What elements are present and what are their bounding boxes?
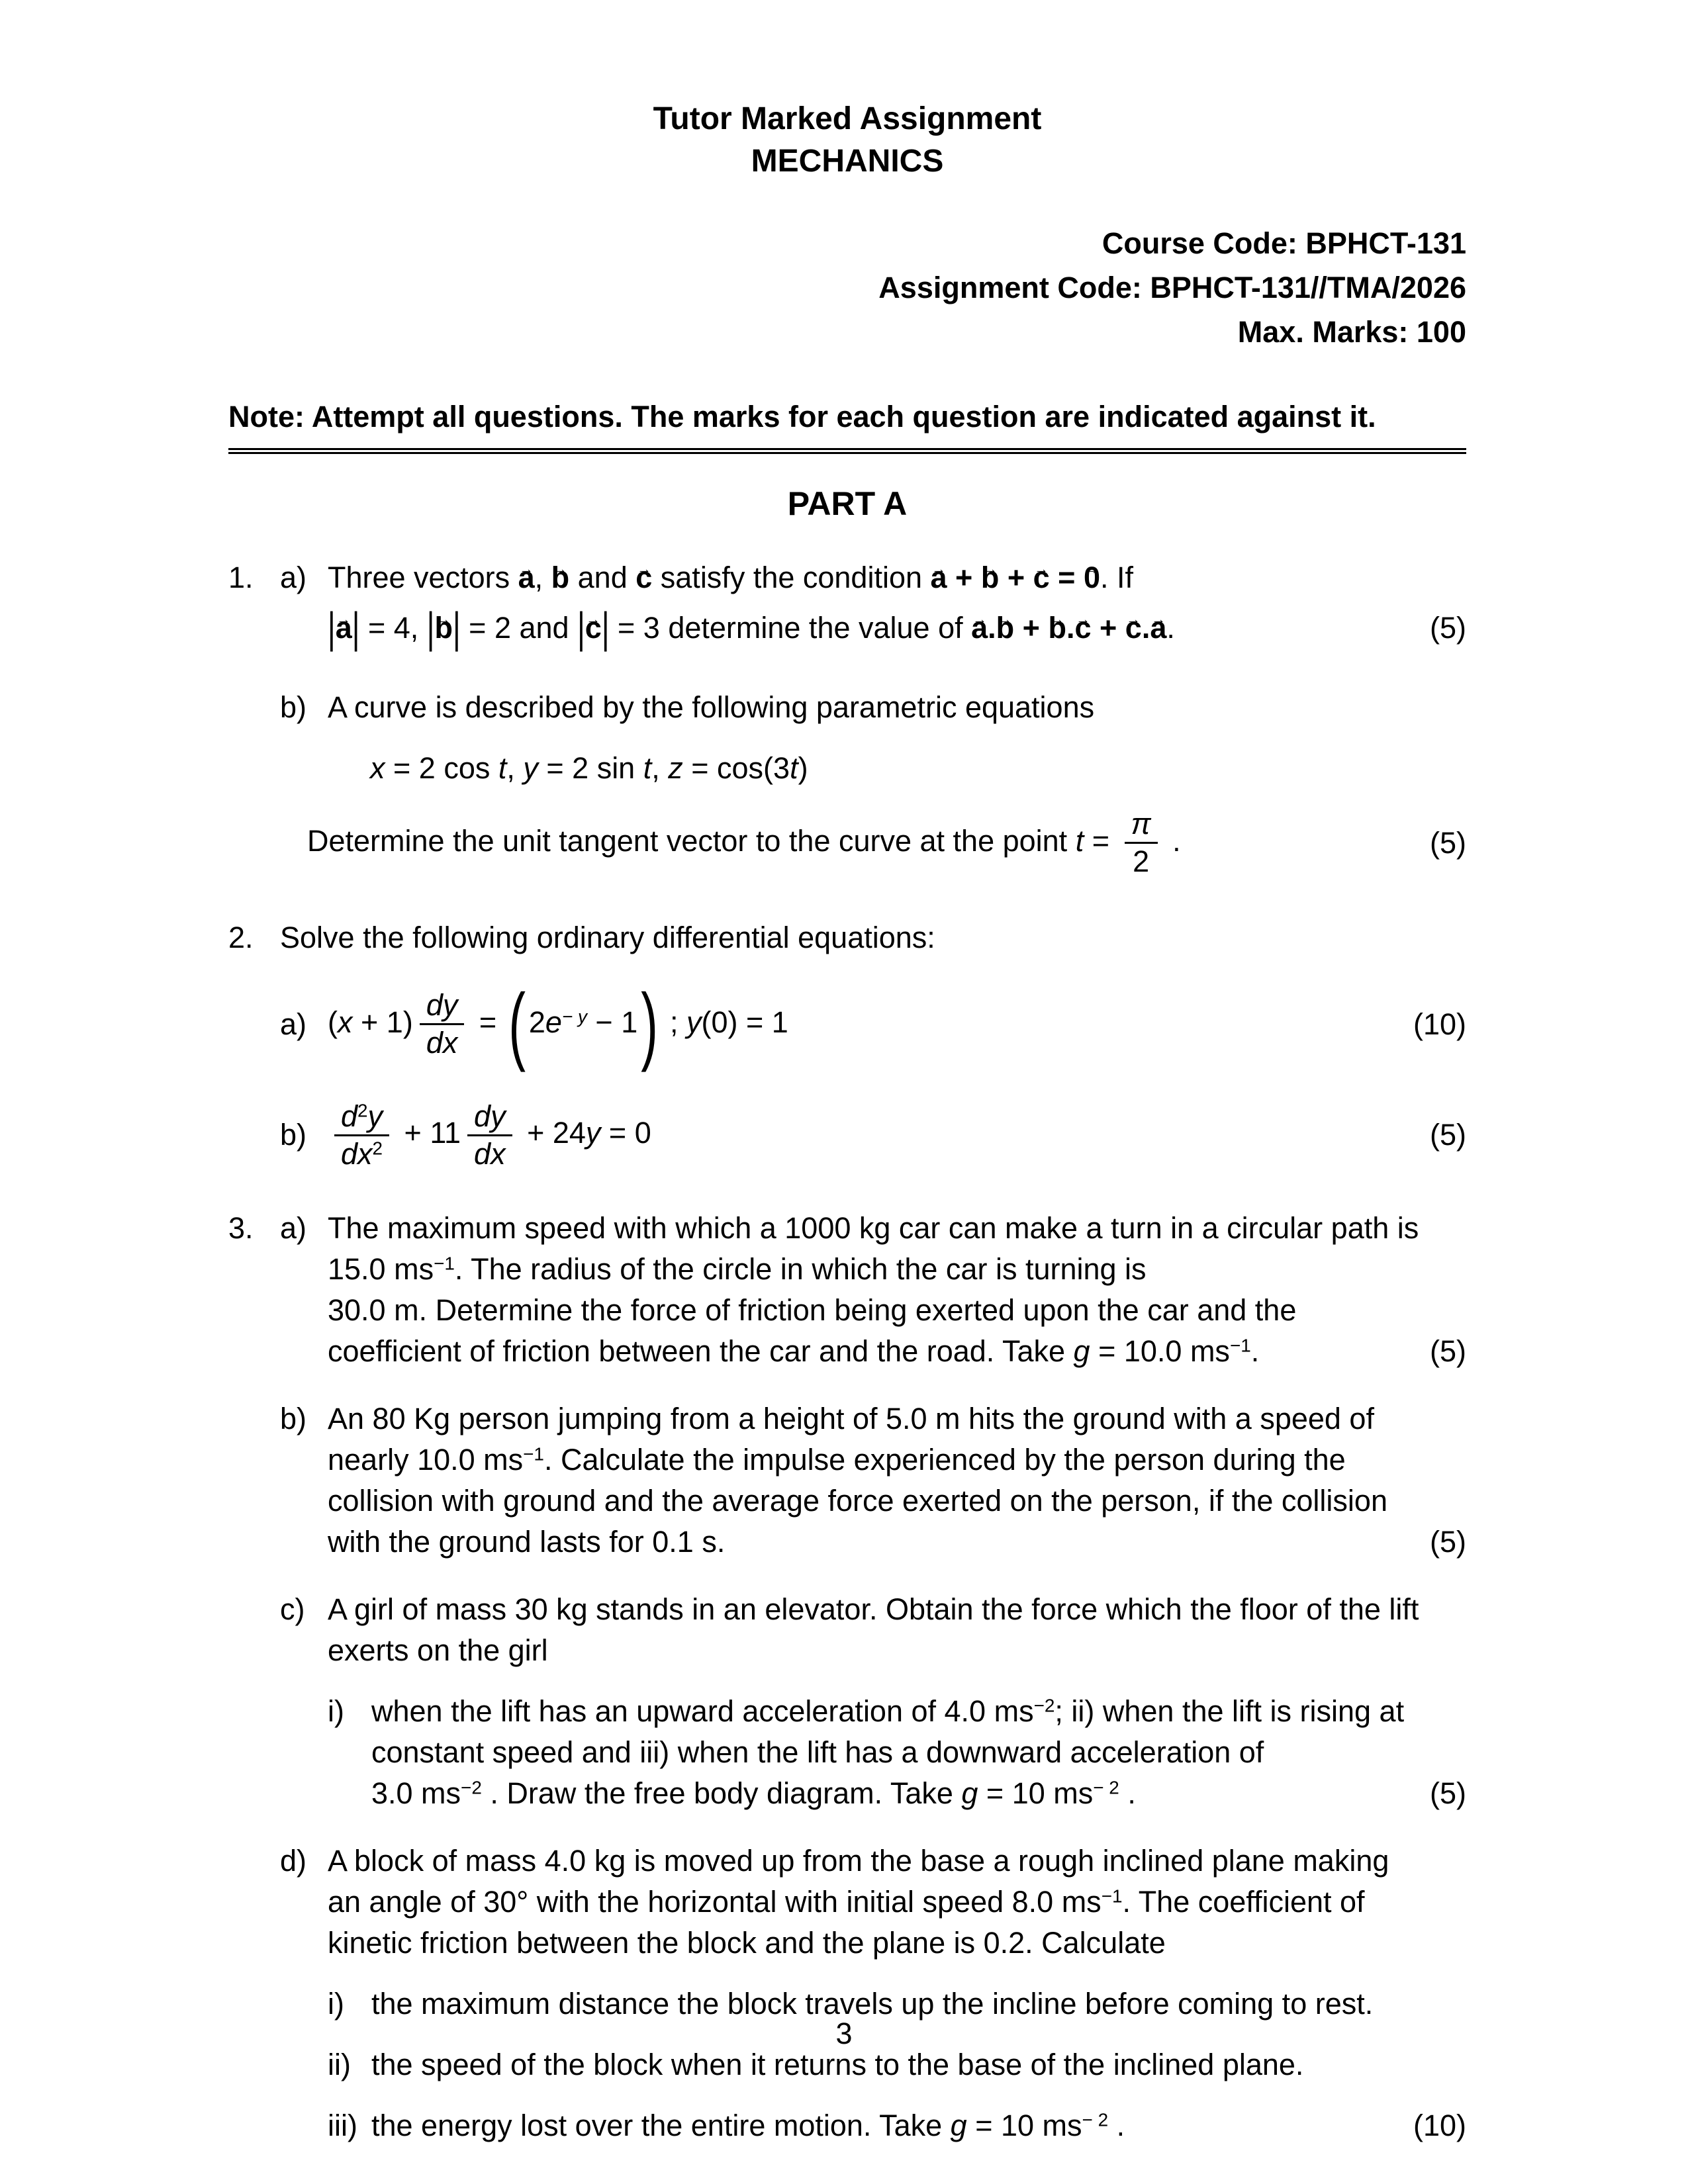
question-2b-label: b) bbox=[280, 1118, 307, 1152]
question-2b bbox=[280, 1100, 1466, 1171]
question-3c-line4: constant speed and iii) when the lift has a downward acceleration of bbox=[371, 1735, 1264, 1770]
question-3b-label: b) bbox=[280, 1402, 307, 1436]
question-2a-marks: (10) bbox=[1413, 1007, 1466, 1041]
fraction: $\frac{dy}{dx}$ bbox=[467, 1100, 512, 1171]
question-3c-label: c) bbox=[280, 1592, 305, 1627]
page-content bbox=[228, 98, 1466, 2146]
question-2-body bbox=[280, 917, 1466, 1171]
question-1a-marks: (5) bbox=[1430, 611, 1466, 645]
meta-block bbox=[228, 221, 1466, 354]
question-3d-item-i-label: i) bbox=[328, 1987, 344, 2021]
question-3a-line4-text: coefficient of friction between the car and the road. Take g = 10.0 $ms^{-1}$. bbox=[328, 1334, 1260, 1369]
question-3d-item-i-text: the maximum distance the block travels up the incline before coming to rest. bbox=[371, 1987, 1374, 2021]
note-banner: Note: Attempt all questions. The marks for each question are indicated against it. bbox=[228, 396, 1466, 454]
question-3a-line4 bbox=[328, 1331, 1466, 1372]
question-3a-label: a) bbox=[280, 1211, 307, 1246]
question-3b-text bbox=[328, 1398, 1466, 1563]
question-1a bbox=[280, 557, 1466, 653]
question-3c-line5-text: 3.0 $ms^{-2}$ . Draw the free body diagram. Take g = 10 $ms^{- 2}$ . bbox=[371, 1776, 1136, 1811]
question-3b-line1: An 80 Kg person jumping from a height of 5.0 m hits the ground with a speed of bbox=[328, 1402, 1374, 1436]
question-1b-text bbox=[307, 687, 1466, 879]
question-3-body bbox=[280, 1208, 1466, 2146]
question-3a-text bbox=[328, 1208, 1466, 1372]
question-3c-item-i-label: i) bbox=[328, 1694, 344, 1729]
title-line1: Tutor Marked Assignment bbox=[653, 101, 1042, 136]
question-3b bbox=[280, 1398, 1466, 1563]
question-3d-marks: (10) bbox=[1413, 2109, 1466, 2143]
question-2a-equation bbox=[328, 975, 1466, 1073]
question-3d-text bbox=[328, 1841, 1466, 2146]
question-1-number: 1. bbox=[228, 561, 254, 594]
question-3d-line2: an angle of 30° with the horizontal with initial speed 8.0 $ms^{-1}$. The coefficient of bbox=[328, 1885, 1365, 1919]
course-code: Course Code: BPHCT-131 bbox=[1102, 226, 1466, 260]
question-2a bbox=[280, 975, 1466, 1073]
question-3b-line4 bbox=[328, 1522, 1466, 1563]
question-3c-line5 bbox=[371, 1773, 1466, 1814]
question-1a-label: a) bbox=[280, 561, 307, 594]
question-3a-line2: 15.0 $ms^{-1}$. The radius of the circle in which the car is turning is bbox=[328, 1252, 1147, 1287]
question-3d-label: d) bbox=[280, 1844, 307, 1878]
question-3d-line3: kinetic friction between the block and the plane is 0.2. Calculate bbox=[328, 1926, 1166, 1960]
question-1b-marks: (5) bbox=[1430, 825, 1466, 860]
question-3d-item-iii-label: iii) bbox=[328, 2109, 357, 2143]
question-1a-line2-text: |a →| = 4, |b →| = 2 and |c →| = 3 determine the value of a →.b → + b →.c → + c →.a →. bbox=[328, 611, 1175, 645]
fraction: $\frac{dy}{dx}$ bbox=[420, 989, 465, 1060]
question-3b-line3: collision with ground and the average force exerted on the person, if the collision bbox=[328, 1484, 1387, 1518]
max-marks: Max. Marks: 100 bbox=[1237, 315, 1466, 349]
question-3a bbox=[280, 1208, 1466, 1372]
question-1a-text bbox=[328, 557, 1466, 653]
question-3b-marks: (5) bbox=[1430, 1525, 1466, 1559]
question-1b-equation: x = 2 cos t, y = 2 sin t, z = cos(3t) bbox=[370, 751, 808, 785]
question-3 bbox=[228, 1208, 1466, 2146]
question-1b-line2-text: Determine the unit tangent vector to the curve at the point t = $\frac{\pi}{2}$ . bbox=[307, 807, 1181, 879]
question-2-intro: Solve the following ordinary differential equations: bbox=[280, 920, 935, 954]
question-3d-item-iii-text: the energy lost over the entire motion. Take g = 10 $ms^{- 2}$ . bbox=[371, 2109, 1125, 2143]
section-title: PART A bbox=[787, 485, 908, 522]
question-3c-item-i bbox=[328, 1691, 1466, 1732]
question-3d-line1: A block of mass 4.0 kg is moved up from the base a rough inclined plane making bbox=[328, 1844, 1389, 1878]
page-title bbox=[228, 98, 1466, 183]
question-3b-line4-text: with the ground lasts for 0.1 s. bbox=[328, 1525, 726, 1559]
question-2b-text bbox=[328, 1100, 1466, 1171]
question-1 bbox=[228, 557, 1466, 879]
title-line2: MECHANICS bbox=[751, 144, 944, 179]
page-number: 3 bbox=[835, 2017, 853, 2050]
question-2a-equation-text: (x + 1) $\frac{dy}{dx}$ = ( $2e^{- y} - 1$) ; y(0) = 1 bbox=[328, 975, 788, 1073]
assignment-code: Assignment Code: BPHCT-131//TMA/2026 bbox=[878, 271, 1466, 304]
question-2 bbox=[228, 917, 1466, 1171]
question-3c bbox=[280, 1589, 1466, 1814]
question-3d bbox=[280, 1841, 1466, 2146]
question-3d-item-iii bbox=[328, 2105, 1466, 2146]
question-3c-line1: A girl of mass 30 kg stands in an elevator. Obtain the force which the floor of the lift bbox=[328, 1592, 1419, 1627]
question-3a-line1: The maximum speed with which a 1000 kg car can make a turn in a circular path is bbox=[328, 1211, 1419, 1246]
question-3c-marks: (5) bbox=[1430, 1776, 1466, 1811]
question-3d-item-ii-text: the speed of the block when it returns to the base of the inclined plane. bbox=[371, 2048, 1304, 2082]
question-1-body bbox=[280, 557, 1466, 879]
question-3c-line2: exerts on the girl bbox=[328, 1633, 548, 1668]
question-3-number: 3. bbox=[228, 1211, 254, 1246]
question-3d-item-ii-label: ii) bbox=[328, 2048, 351, 2082]
question-3a-marks: (5) bbox=[1430, 1334, 1466, 1369]
fraction: $\frac{d^2y}{dx^2}$ bbox=[334, 1100, 389, 1171]
question-2a-label: a) bbox=[280, 1007, 307, 1041]
question-3c-item-i-text: when the lift has an upward acceleration of 4.0 $ms^{-2}$; ii) when the lift is rising at bbox=[371, 1694, 1405, 1729]
question-2a-text bbox=[328, 975, 1466, 1073]
question-3c-text bbox=[328, 1589, 1466, 1814]
question-1b-line2 bbox=[307, 807, 1466, 879]
question-1b-line1: A curve is described by the following parametric equations bbox=[328, 690, 1095, 724]
fraction: $\frac{\pi}{2}$ bbox=[1125, 807, 1158, 879]
question-1a-line1: Three vectors a →, b → and c → satisfy the condition a → + b → + c → = 0 →. If bbox=[328, 557, 1466, 598]
question-1a-line2 bbox=[328, 603, 1466, 653]
question-2b-equation-text: $\frac{d^2y}{dx^2}$ + 11 $\frac{dy}{dx}$ + 24y = 0 bbox=[328, 1116, 651, 1150]
question-3a-line3: 30.0 m. Determine the force of friction being exerted upon the car and the bbox=[328, 1293, 1297, 1328]
question-2-number: 2. bbox=[228, 920, 254, 954]
question-1b bbox=[280, 687, 1466, 879]
question-3b-line2: nearly 10.0 $ms^{-1}$. Calculate the impulse experienced by the person during the bbox=[328, 1443, 1346, 1477]
question-2b-marks: (5) bbox=[1430, 1118, 1466, 1152]
question-2b-equation bbox=[328, 1100, 1466, 1171]
question-1b-label: b) bbox=[280, 690, 307, 724]
